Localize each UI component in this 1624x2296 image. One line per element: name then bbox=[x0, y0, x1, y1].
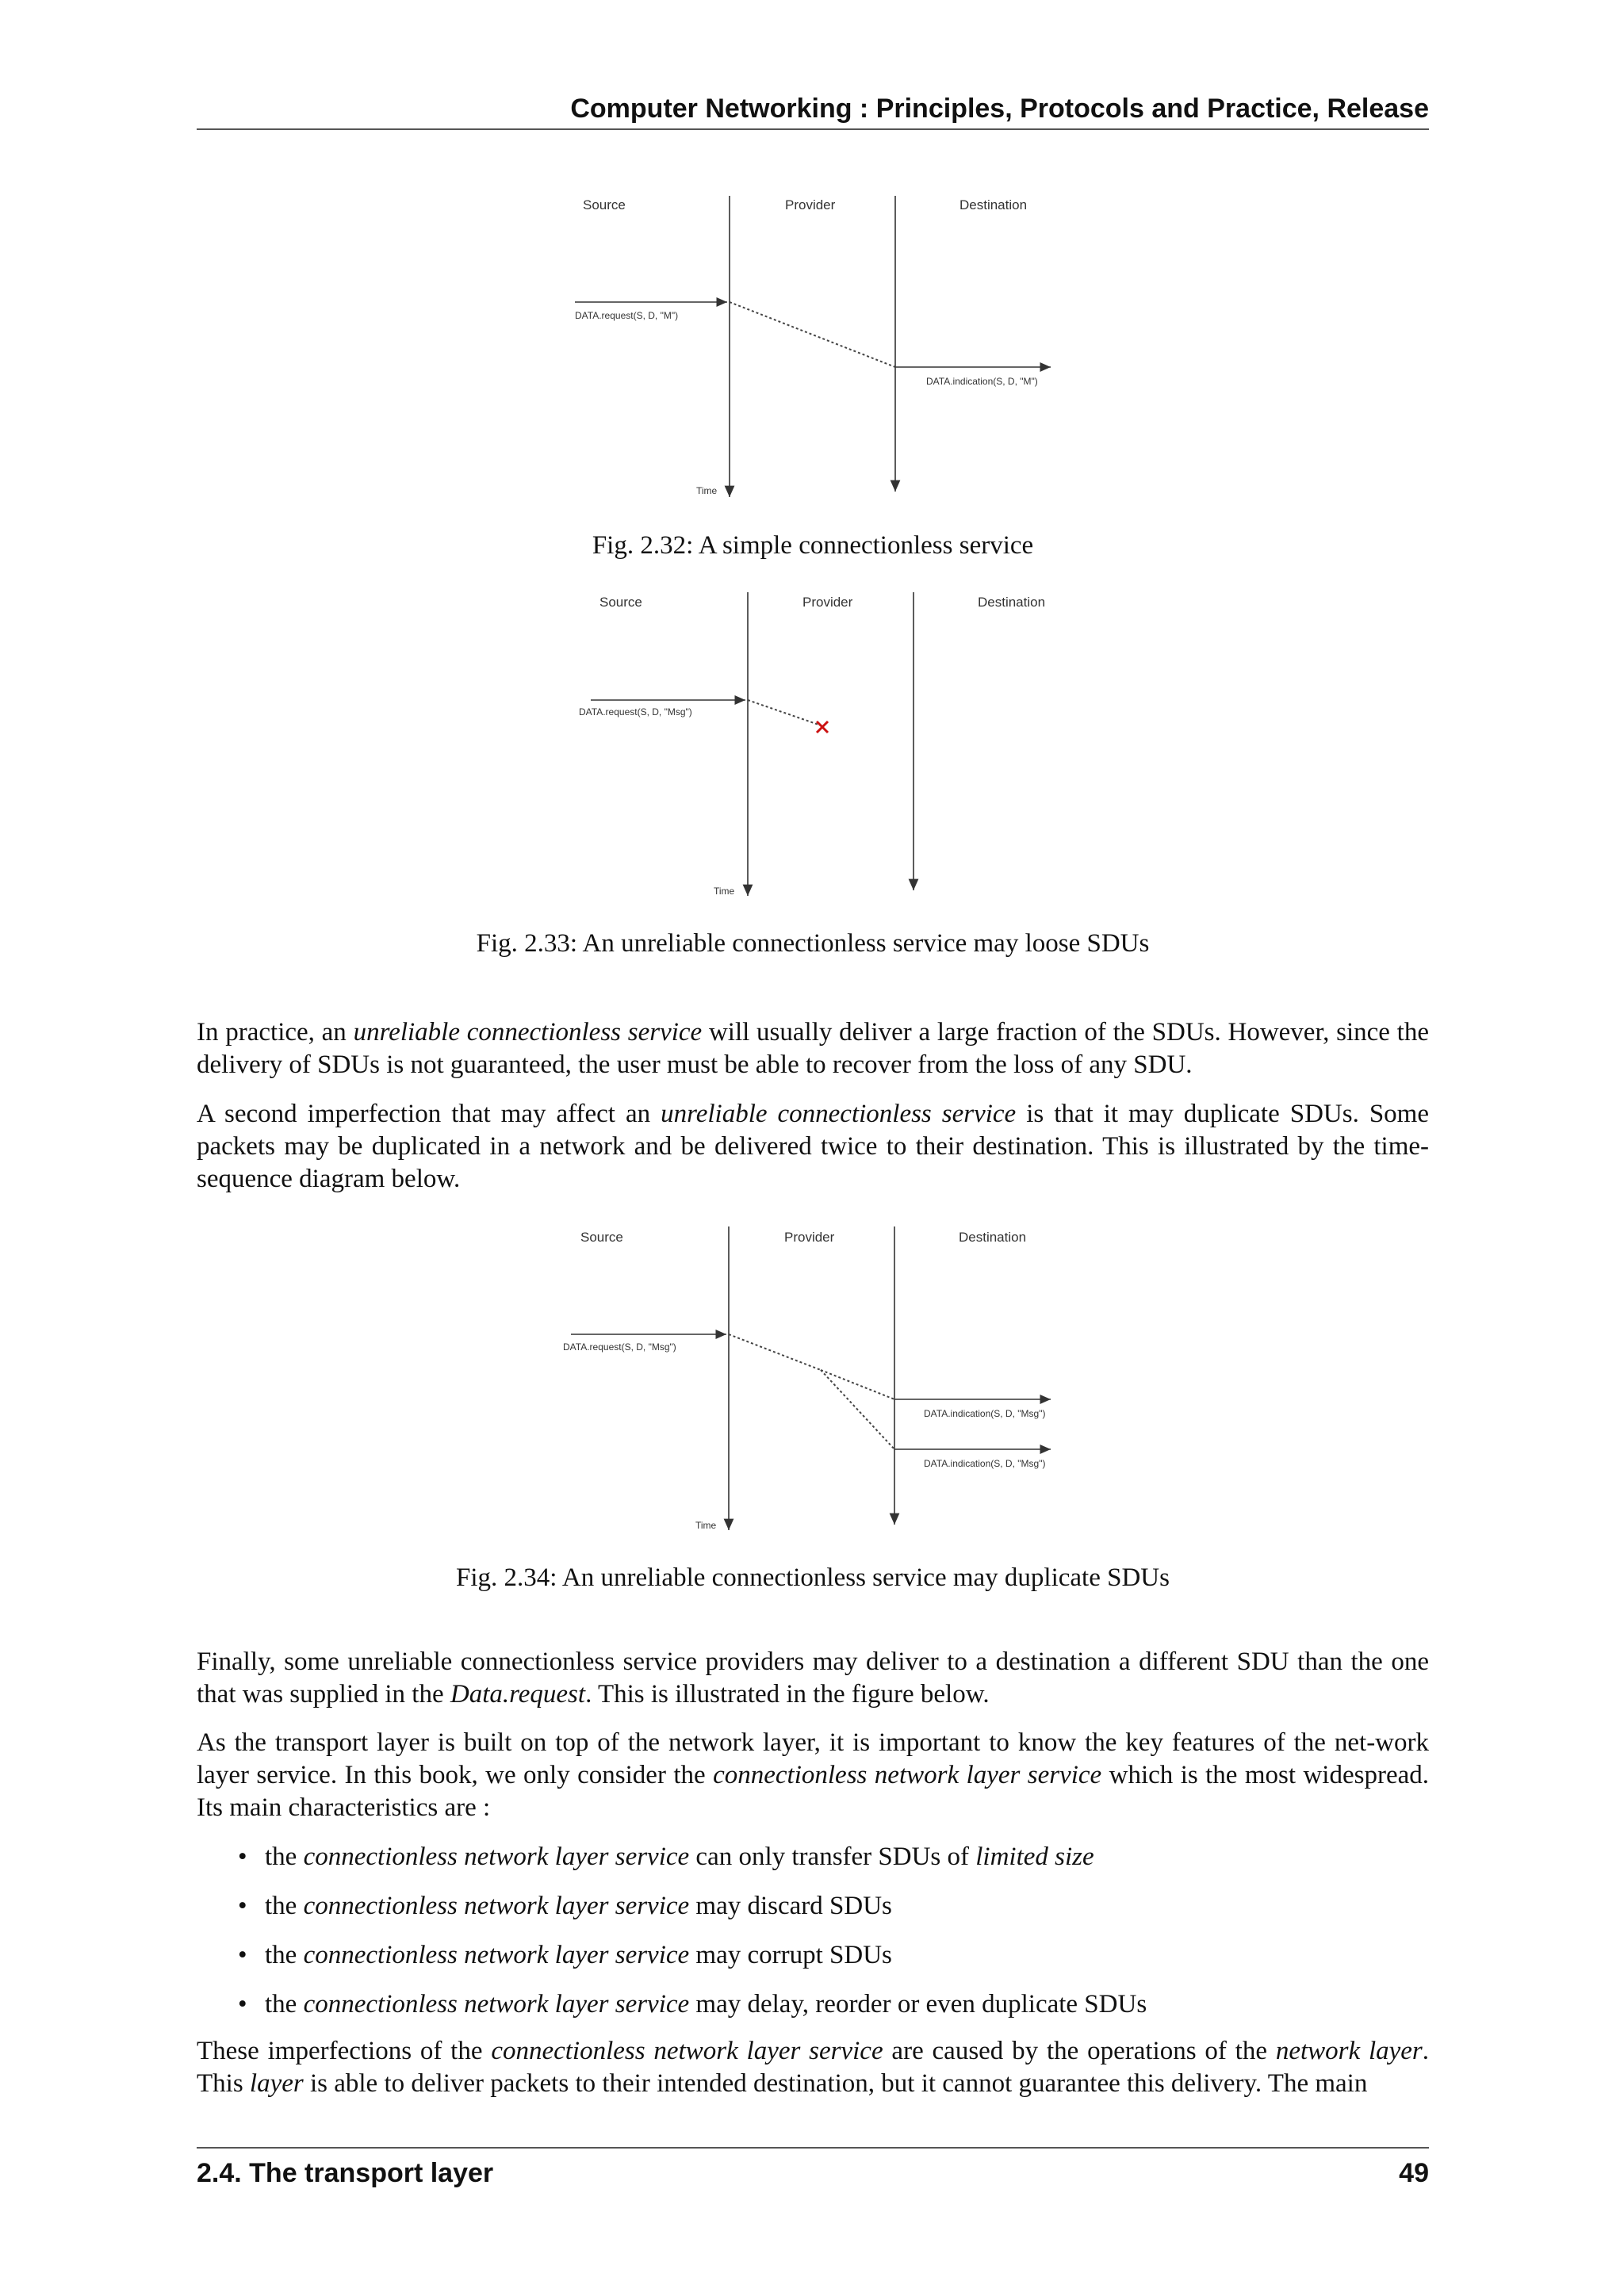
diagram-simple-connectionless bbox=[563, 186, 1071, 507]
loss-cross-icon bbox=[817, 721, 828, 733]
transfer-line-duplicate bbox=[821, 1370, 894, 1449]
source-label: Source bbox=[580, 1230, 623, 1245]
list-item: • the connectionless network layer service can only transfer SDUs of limited size bbox=[238, 1841, 1427, 1890]
request-label: DATA.request(S, D, "Msg") bbox=[563, 1341, 676, 1353]
bullet-icon: • bbox=[238, 1892, 247, 1920]
lost-transfer-line bbox=[748, 700, 823, 726]
time-label: Time bbox=[714, 886, 735, 897]
request-label: DATA.request(S, D, "Msg") bbox=[579, 706, 692, 718]
paragraph: A second imperfection that may affect an unreliable connectionless service is that it may duplicate SDUs. Some packets may be duplicated in a network and be delivered twice to their destination. This is illustrated by the time-sequence diagram below. bbox=[197, 1100, 1429, 1193]
time-label: Time bbox=[696, 485, 718, 496]
characteristics-list bbox=[238, 1841, 1427, 2038]
paragraph: Finally, some unreliable connectionless service providers may deliver to a destination a different SDU than the one that was supplied in the Data.request. This is illustrated in the figure below. bbox=[197, 1647, 1429, 1709]
request-label: DATA.request(S, D, "M") bbox=[575, 310, 679, 321]
figure-caption: Fig. 2.32: A simple connectionless service bbox=[592, 531, 1034, 560]
transfer-line bbox=[729, 1334, 821, 1370]
section-title: 2.4. The transport layer bbox=[197, 2158, 494, 2188]
diagram-loss bbox=[563, 583, 1071, 900]
diagram-duplicate bbox=[555, 1217, 1078, 1538]
list-item: • the connectionless network layer service may corrupt SDUs bbox=[238, 1939, 1427, 1988]
transfer-line-first bbox=[821, 1370, 894, 1399]
bullet-icon: • bbox=[238, 1990, 247, 2019]
provider-label: Provider bbox=[784, 1230, 835, 1245]
list-item: • the connectionless network layer service may delay, reorder or even duplicate SDUs bbox=[238, 1988, 1427, 2038]
paragraph: These imperfections of the connectionless network layer service are caused by the operations of the network layer. This layer is able to deliver packets to their intended destination, but it cannot guarantee this delivery. The main bbox=[197, 2037, 1429, 2098]
provider-label: Provider bbox=[802, 595, 853, 610]
transfer-line bbox=[730, 302, 895, 367]
running-header bbox=[197, 89, 1429, 130]
bullet-icon: • bbox=[238, 1941, 247, 1969]
provider-label: Provider bbox=[785, 197, 836, 212]
figure-2-34 bbox=[555, 1217, 1078, 1538]
paragraph: In practice, an unreliable connectionless service will usually deliver a large fraction of the SDUs. However, since the delivery of SDUs is not guaranteed, the user must be able to recover from the loss of any SDU. bbox=[197, 1018, 1429, 1079]
indication-label-1: DATA.indication(S, D, "Msg") bbox=[924, 1408, 1046, 1419]
page-number: 49 bbox=[1399, 2158, 1429, 2188]
indication-label: DATA.indication(S, D, "M") bbox=[926, 376, 1038, 387]
figure-caption: Fig. 2.34: An unreliable connectionless service may duplicate SDUs bbox=[456, 1563, 1170, 1592]
paragraph: As the transport layer is built on top of the network layer, it is important to know the key features of the net-work layer service. In this book, we only consider the connectionless network layer service which is the most widespread. Its main characteristics are : bbox=[197, 1728, 1429, 1822]
running-footer bbox=[197, 2147, 1429, 2196]
source-label: Source bbox=[599, 595, 642, 610]
header-title: Computer Networking : Principles, Protocols and Practice, Release bbox=[570, 94, 1429, 124]
figure-2-33 bbox=[563, 583, 1071, 900]
destination-label: Destination bbox=[959, 197, 1028, 212]
figure-caption: Fig. 2.33: An unreliable connectionless service may loose SDUs bbox=[476, 929, 1150, 958]
bullet-icon: • bbox=[238, 1843, 247, 1871]
indication-label-2: DATA.indication(S, D, "Msg") bbox=[924, 1458, 1046, 1469]
source-label: Source bbox=[583, 197, 626, 212]
list-item: • the connectionless network layer service may discard SDUs bbox=[238, 1890, 1427, 1939]
destination-label: Destination bbox=[978, 595, 1046, 610]
destination-label: Destination bbox=[959, 1230, 1027, 1245]
time-label: Time bbox=[695, 1520, 717, 1531]
figure-2-32 bbox=[563, 186, 1071, 507]
